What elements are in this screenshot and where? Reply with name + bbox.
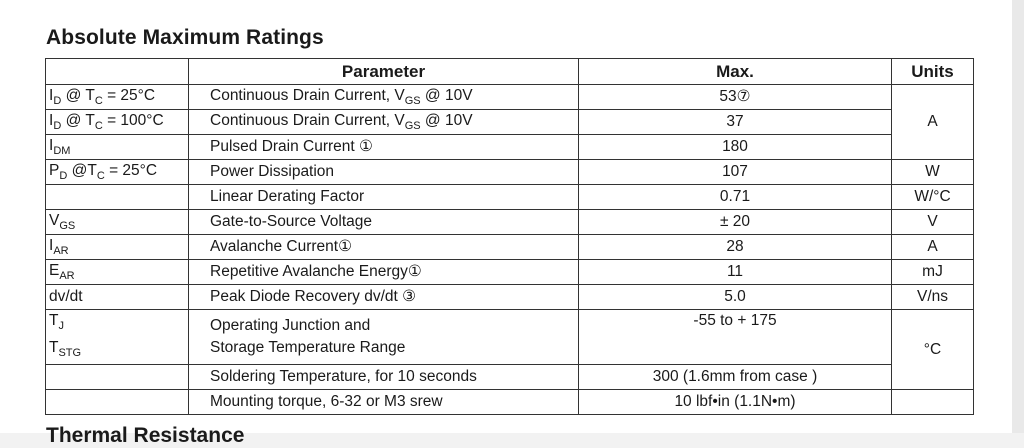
parameter-cell: Continuous Drain Current, $V_{GS}$ @ 10V <box>189 110 579 135</box>
parameter-cell: Mounting torque, 6-32 or M3 srew <box>189 390 579 415</box>
symbol-cell <box>46 390 189 415</box>
max-cell: 300 (1.6mm from case ) <box>579 365 892 390</box>
symbol-cell: $P_D$ $@T_C = 25^\circ C$ <box>46 160 189 185</box>
parameter-cell: Linear Derating Factor <box>189 185 579 210</box>
units-cell: V/ns <box>892 285 974 310</box>
max-cell: 180 <box>579 135 892 160</box>
units-cell <box>892 390 974 415</box>
parameter-cell: Repetitive Avalanche Energy① <box>189 260 579 285</box>
parameter-cell: Operating Junction and Storage Temperature Range <box>189 310 579 365</box>
table-row <box>46 390 974 415</box>
units-cell: mJ <box>892 260 974 285</box>
table-row <box>46 285 974 310</box>
table-row <box>46 110 974 135</box>
units-cell: W/°C <box>892 185 974 210</box>
symbol-cell: $E_{AR}$ <box>46 260 189 285</box>
symbol-cell: $I_D$ @ $T_C = 25^\circ C$ <box>46 85 189 110</box>
units-cell-current: A <box>892 85 974 160</box>
header-parameter: Parameter <box>189 59 579 85</box>
symbol-cell: dv/dt <box>46 285 189 310</box>
ratings-table <box>45 58 974 415</box>
viewer-scroll-margin <box>1012 0 1024 433</box>
max-cell: 5.0 <box>579 285 892 310</box>
max-cell: 11 <box>579 260 892 285</box>
parameter-cell: Continuous Drain Current, $V_{GS}$ @ 10V <box>189 85 579 110</box>
table-row <box>46 210 974 235</box>
parameter-cell: Soldering Temperature, for 10 seconds <box>189 365 579 390</box>
table-row <box>46 260 974 285</box>
symbol-cell <box>46 185 189 210</box>
table-row <box>46 310 974 365</box>
parameter-cell: Power Dissipation <box>189 160 579 185</box>
table-row <box>46 235 974 260</box>
symbol-cell: $V_{GS}$ <box>46 210 189 235</box>
max-cell: 107 <box>579 160 892 185</box>
table-row <box>46 160 974 185</box>
units-cell: V <box>892 210 974 235</box>
table-row <box>46 85 974 110</box>
header-units: Units <box>892 59 974 85</box>
symbol-cell: $T_J$ $T_{STG}$ <box>46 310 189 365</box>
section-title: Absolute Maximum Ratings <box>46 26 324 49</box>
symbol-cell: $I_{AR}$ <box>46 235 189 260</box>
symbol-cell: $I_D$ @ $T_C = 100^\circ C$ <box>46 110 189 135</box>
table-row <box>46 185 974 210</box>
symbol-cell: $I_{DM}$ <box>46 135 189 160</box>
max-cell: 37 <box>579 110 892 135</box>
parameter-cell: Avalanche Current① <box>189 235 579 260</box>
units-cell-temperature: °C <box>892 310 974 390</box>
next-section-title: Thermal Resistance <box>46 424 245 447</box>
parameter-cell: Pulsed Drain Current ① <box>189 135 579 160</box>
max-cell: 53⑦ <box>579 85 892 110</box>
table-header-row <box>46 59 974 85</box>
table-row <box>46 135 974 160</box>
header-symbol <box>46 59 189 85</box>
symbol-cell <box>46 365 189 390</box>
max-cell: 0.71 <box>579 185 892 210</box>
max-cell: 10 lbf•in (1.1N•m) <box>579 390 892 415</box>
parameter-cell: Peak Diode Recovery dv/dt ③ <box>189 285 579 310</box>
units-cell: W <box>892 160 974 185</box>
table-row <box>46 365 974 390</box>
max-cell: -55 to + 175 <box>579 310 892 365</box>
max-cell: 28 <box>579 235 892 260</box>
max-cell: ± 20 <box>579 210 892 235</box>
header-max: Max. <box>579 59 892 85</box>
parameter-cell: Gate-to-Source Voltage <box>189 210 579 235</box>
units-cell: A <box>892 235 974 260</box>
